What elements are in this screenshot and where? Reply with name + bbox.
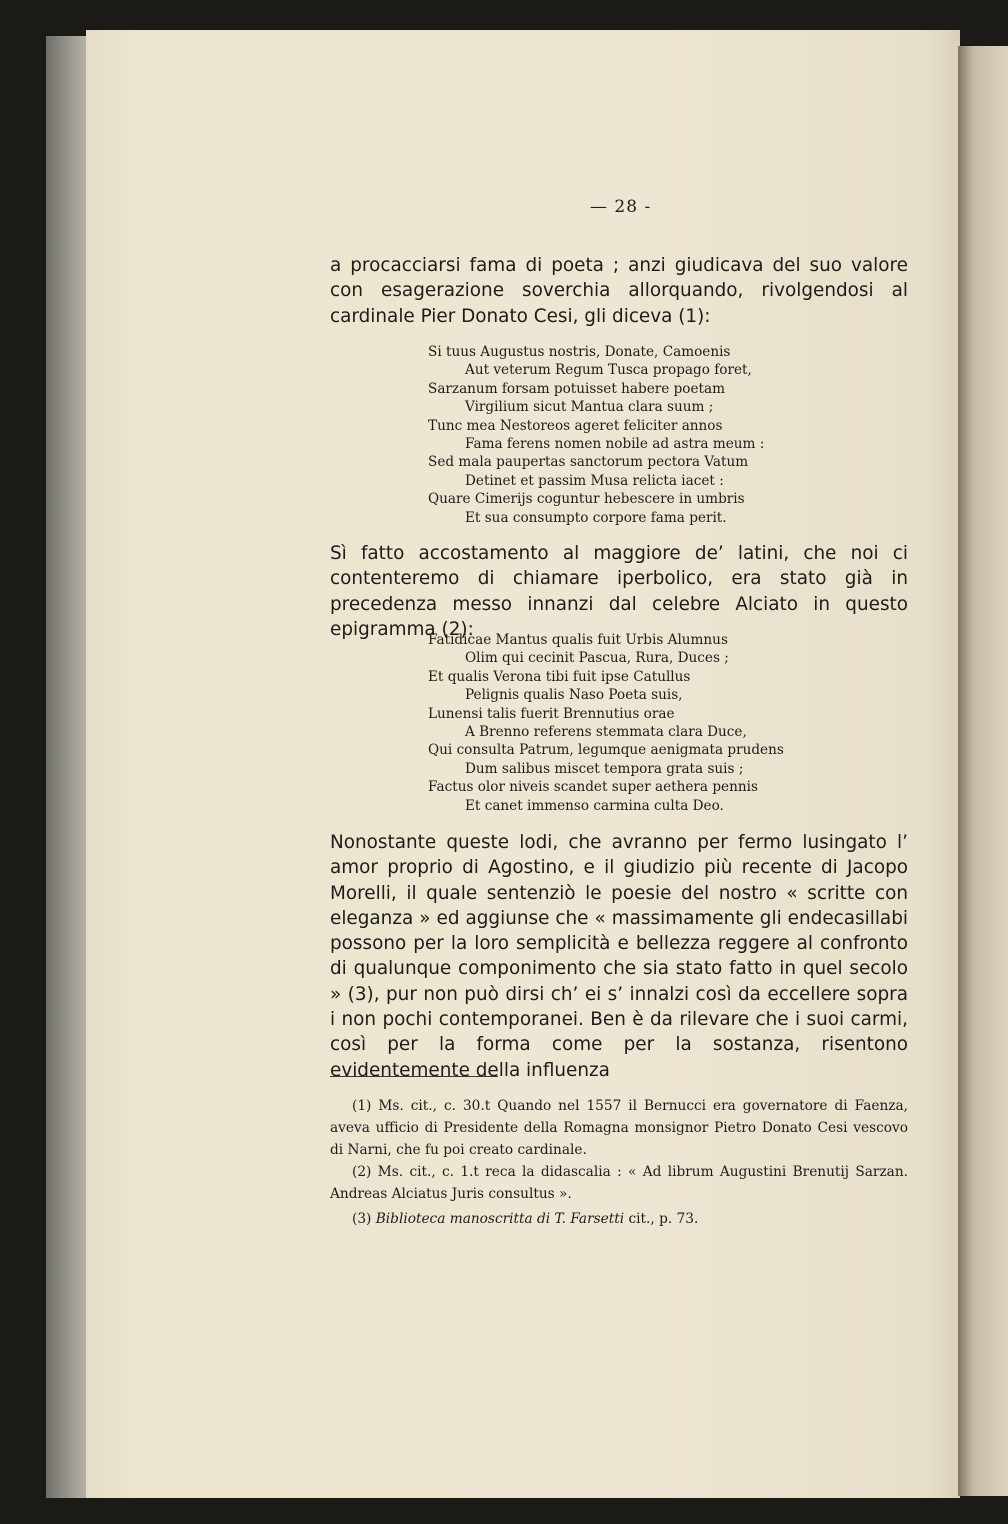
next-page-edge: [958, 46, 1008, 1496]
verse-line: Sarzanum forsam potuisset habere poetam: [428, 380, 725, 397]
verse-line: Quare Cimerijs coguntur hebescere in umbris: [428, 491, 745, 508]
verse-line: Pelignis qualis Naso Poeta suis,: [465, 687, 683, 704]
poem-cesi: [428, 343, 764, 527]
footnote-3-rest: cit., p. 73.: [628, 1211, 699, 1227]
verse-line: A Brenno referens stemmata clara Duce,: [465, 724, 747, 741]
verse-line: Fama ferens nomen nobile ad astra meum :: [465, 436, 765, 453]
verse-line: Factus olor niveis scandet super aethera pennis: [428, 779, 758, 796]
book-binding-edge: [46, 36, 86, 1498]
verse-line: Et qualis Verona tibi fuit ipse Catullus: [428, 668, 691, 685]
verse-line: Sed mala paupertas sanctorum pectora Vatum: [428, 454, 749, 471]
paragraph-2: Sì fatto accostamento al maggiore de’ latini, che noi ci contenteremo di chiamare iperbolico, era stato già in precedenza messo innanzi dal celebre Alciato in questo epigramma (2):: [330, 543, 908, 640]
footnote-3-mark: (3): [352, 1211, 372, 1227]
verse-line: Et sua consumpto corpore fama perit.: [465, 509, 727, 526]
verse-line: Et canet immenso carmina culta Deo.: [465, 797, 724, 814]
verse-line: Lunensi talis fuerit Brennutius orae: [428, 705, 675, 722]
verse-line: Olim qui cecinit Pascua, Rura, Duces ;: [465, 650, 729, 667]
verse-line: Fatidicae Mantus qualis fuit Urbis Alumnus: [428, 632, 728, 648]
footnote-3-title: Biblioteca manoscritta di T. Farsetti: [375, 1211, 625, 1227]
verse-line: Si tuus Augustus nostris, Donate, Camoenis: [428, 344, 731, 360]
page-number: — 28 -: [590, 197, 652, 217]
verse-line: Dum salibus miscet tempora grata suis ;: [465, 760, 744, 777]
paragraph-1: a procacciarsi fama di poeta ; anzi giudicava del suo valore con esagerazione soverchia allorquando, rivolgendosi al cardinale Pier Donato Cesi, gli diceva (1):: [330, 255, 908, 327]
verse-line: Virgilium sicut Mantua clara suum ;: [465, 399, 714, 416]
verse-line: Aut veterum Regum Tusca propago foret,: [465, 362, 752, 379]
footnote-3: [330, 1208, 908, 1230]
verse-line: Tunc mea Nestoreos ageret feliciter annos: [428, 417, 723, 434]
poem-alciato: [428, 631, 784, 815]
verse-line: Qui consulta Patrum, legumque aenigmata prudens: [428, 742, 784, 759]
footnote-2: (2) Ms. cit., c. 1.t reca la didascalia : « Ad librum Augustini Brenutij Sarzan. Andreas Alciatus Juris consultus ».: [330, 1164, 908, 1202]
footnote-separator: [330, 1076, 498, 1077]
footnote-1: (1) Ms. cit., c. 30.t Quando nel 1557 il Bernucci era governatore di Faenza, aveva ufficio di Presidente della Romagna monsignor Pietro Donato Cesi vescovo di Narni, che fu poi creato cardinale.: [330, 1098, 908, 1158]
paragraph-3: Nonostante queste lodi, che avranno per fermo lusingato l’ amor proprio di Agostino, e il giudizio più recente di Jacopo Morelli, il quale sentenziò le poesie del nostro « scritte con eleganza » ed aggiunse che « massimamente gli endecasillabi possono per la loro semplicità e bellezza reggere al confronto di qualunque componimento che sia stato fatto in quel secolo » (3), pur non può dirsi ch’ ei s’ innalzi così da eccellere sopra i non pochi contemporanei. Ben è da rilevare che i suoi carmi, così per la forma come per la sostanza, risentono evidentemente della influenza: [330, 832, 908, 1081]
verse-line: Detinet et passim Musa relicta iacet :: [465, 472, 724, 489]
